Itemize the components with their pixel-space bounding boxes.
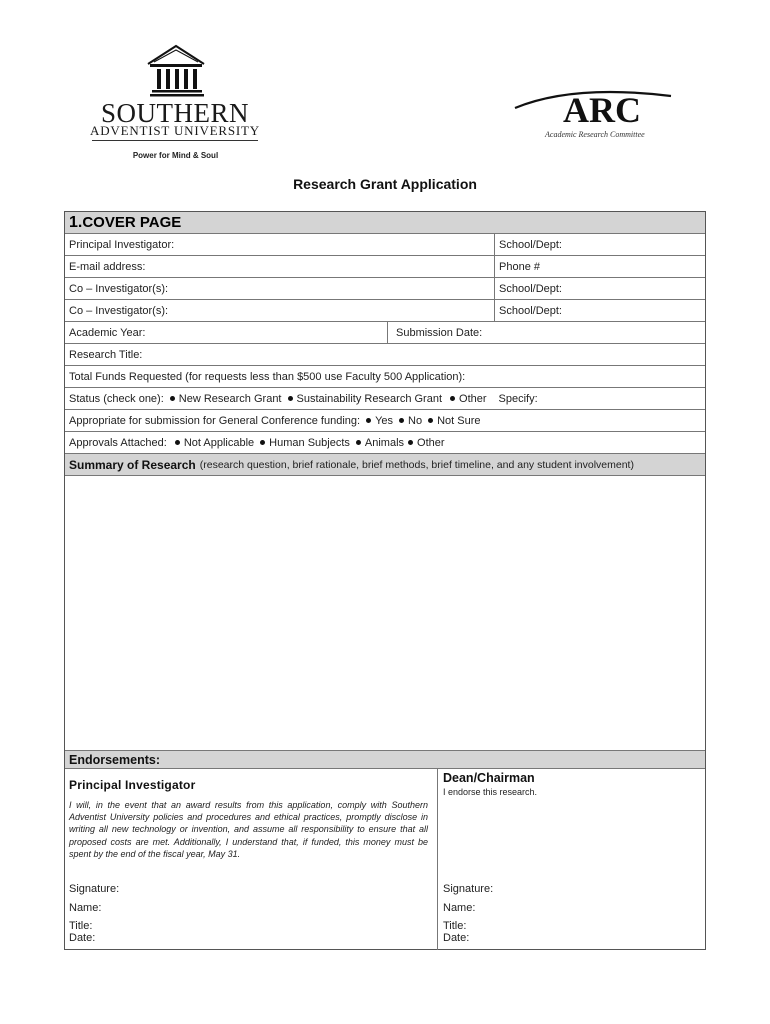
pi-signature-field[interactable]: Signature: <box>69 883 120 895</box>
status-row <box>65 388 705 410</box>
school-dept-field[interactable]: School/Dept: <box>494 234 705 255</box>
southern-adventist-university-logo <box>88 42 263 164</box>
total-funds-row <box>65 366 705 388</box>
summary-title: Summary of Research <box>69 457 196 472</box>
sau-logo-rule <box>92 140 258 141</box>
status-option-other[interactable]: Other <box>450 393 487 405</box>
status-label: Status (check one): <box>69 392 164 405</box>
gc-funding-label: Appropriate for submission for General Conference funding: <box>69 414 361 427</box>
principal-investigator-field[interactable]: Principal Investigator: <box>69 238 175 251</box>
co-investigator-field[interactable]: Co – Investigator(s): <box>69 282 169 295</box>
endorsements-title: Endorsements: <box>69 753 160 767</box>
bullet-icon <box>175 440 180 445</box>
dean-title-field[interactable]: Title: <box>443 920 467 932</box>
co-investigator-row <box>65 300 705 322</box>
bullet-icon <box>399 418 404 423</box>
bullet-icon <box>428 418 433 423</box>
bullet-icon <box>260 440 265 445</box>
total-funds-field[interactable]: Total Funds Requested (for requests less than $500 use Faculty 500 Application): <box>69 370 466 383</box>
approvals-option-animals[interactable]: Animals <box>356 437 404 449</box>
status-option-new-research-grant[interactable]: New Research Grant <box>170 393 282 405</box>
academic-year-field[interactable]: Academic Year: <box>69 326 146 339</box>
co-school-dept-field[interactable]: School/Dept: <box>494 278 705 299</box>
sau-logo-subname: ADVENTIST UNIVERSITY <box>90 123 260 138</box>
pi-endorsement-statement: I will, in the event that an award results from this application, comply with Southern Adventist University policies and procedures and ethical practices, promptly disclose in writing all new technology or invention, and assume all responsibility to ensure that all proposed costs are met. Additionally, I understand that, if funded, this money must be spent by the end of the fiscal year, May 31. <box>69 800 428 859</box>
gc-option-yes[interactable]: Yes <box>366 415 393 427</box>
email-field[interactable]: E-mail address: <box>69 260 146 273</box>
academic-year-row <box>65 322 705 344</box>
pi-date-field[interactable]: Date: <box>69 932 96 944</box>
building-columns-icon <box>88 42 263 98</box>
dean-endorsement-section <box>437 769 706 950</box>
pi-name-field[interactable]: Name: <box>69 902 102 914</box>
dean-endorsement-title: Dean/Chairman <box>443 771 535 785</box>
phone-field[interactable]: Phone # <box>494 256 705 277</box>
summary-text-area[interactable] <box>65 476 705 751</box>
gc-option-not-sure[interactable]: Not Sure <box>428 415 480 427</box>
pi-endorsement-section <box>65 769 437 950</box>
arc-logo-name: ARC <box>563 90 641 130</box>
co-school-dept-field[interactable]: School/Dept: <box>494 300 705 321</box>
co-investigator-row <box>65 278 705 300</box>
approvals-label: Approvals Attached: <box>69 436 167 449</box>
arc-logo <box>513 84 673 144</box>
submission-date-field[interactable]: Submission Date: <box>387 322 705 343</box>
approvals-row <box>65 432 705 454</box>
sau-logo-tagline: Power for Mind & Soul <box>132 151 219 160</box>
cover-page-header <box>65 212 705 234</box>
document-title: Research Grant Application <box>293 176 477 192</box>
dean-endorsement-statement: I endorse this research. <box>443 787 538 797</box>
bullet-icon <box>288 396 293 401</box>
section-number: 1. <box>69 213 83 231</box>
approvals-option-human-subjects[interactable]: Human Subjects <box>260 437 350 449</box>
dean-signature-field[interactable]: Signature: <box>443 883 494 895</box>
approvals-option-not-applicable[interactable]: Not Applicable <box>175 437 254 449</box>
bullet-icon <box>450 396 455 401</box>
principal-investigator-row <box>65 234 705 256</box>
bullet-icon <box>408 440 413 445</box>
application-form <box>64 211 706 950</box>
pi-title-field[interactable]: Title: <box>69 920 93 932</box>
bullet-icon <box>356 440 361 445</box>
section-title: COVER PAGE <box>82 214 182 231</box>
gc-option-no[interactable]: No <box>399 415 422 427</box>
specify-field[interactable]: Specify: <box>498 392 538 405</box>
status-option-sustainability[interactable]: Sustainability Research Grant <box>288 393 443 405</box>
research-title-row <box>65 344 705 366</box>
research-title-field[interactable]: Research Title: <box>69 348 143 361</box>
bullet-icon <box>366 418 371 423</box>
co-investigator-field[interactable]: Co – Investigator(s): <box>69 304 169 317</box>
pi-endorsement-title: Principal Investigator <box>69 778 196 792</box>
dean-name-field[interactable]: Name: <box>443 902 476 914</box>
summary-hint: (research question, brief rationale, brief methods, brief timeline, and any student involvement) <box>199 458 634 471</box>
dean-date-field[interactable]: Date: <box>443 932 470 944</box>
summary-header <box>65 454 705 476</box>
approvals-option-other[interactable]: Other <box>408 437 445 449</box>
arc-logo-subtitle: Academic Research Committee <box>545 130 645 139</box>
bullet-icon <box>170 396 175 401</box>
gc-funding-row <box>65 410 705 432</box>
endorsements-header <box>65 751 705 769</box>
sau-logo-name: SOUTHERN <box>100 98 249 128</box>
email-row <box>65 256 705 278</box>
